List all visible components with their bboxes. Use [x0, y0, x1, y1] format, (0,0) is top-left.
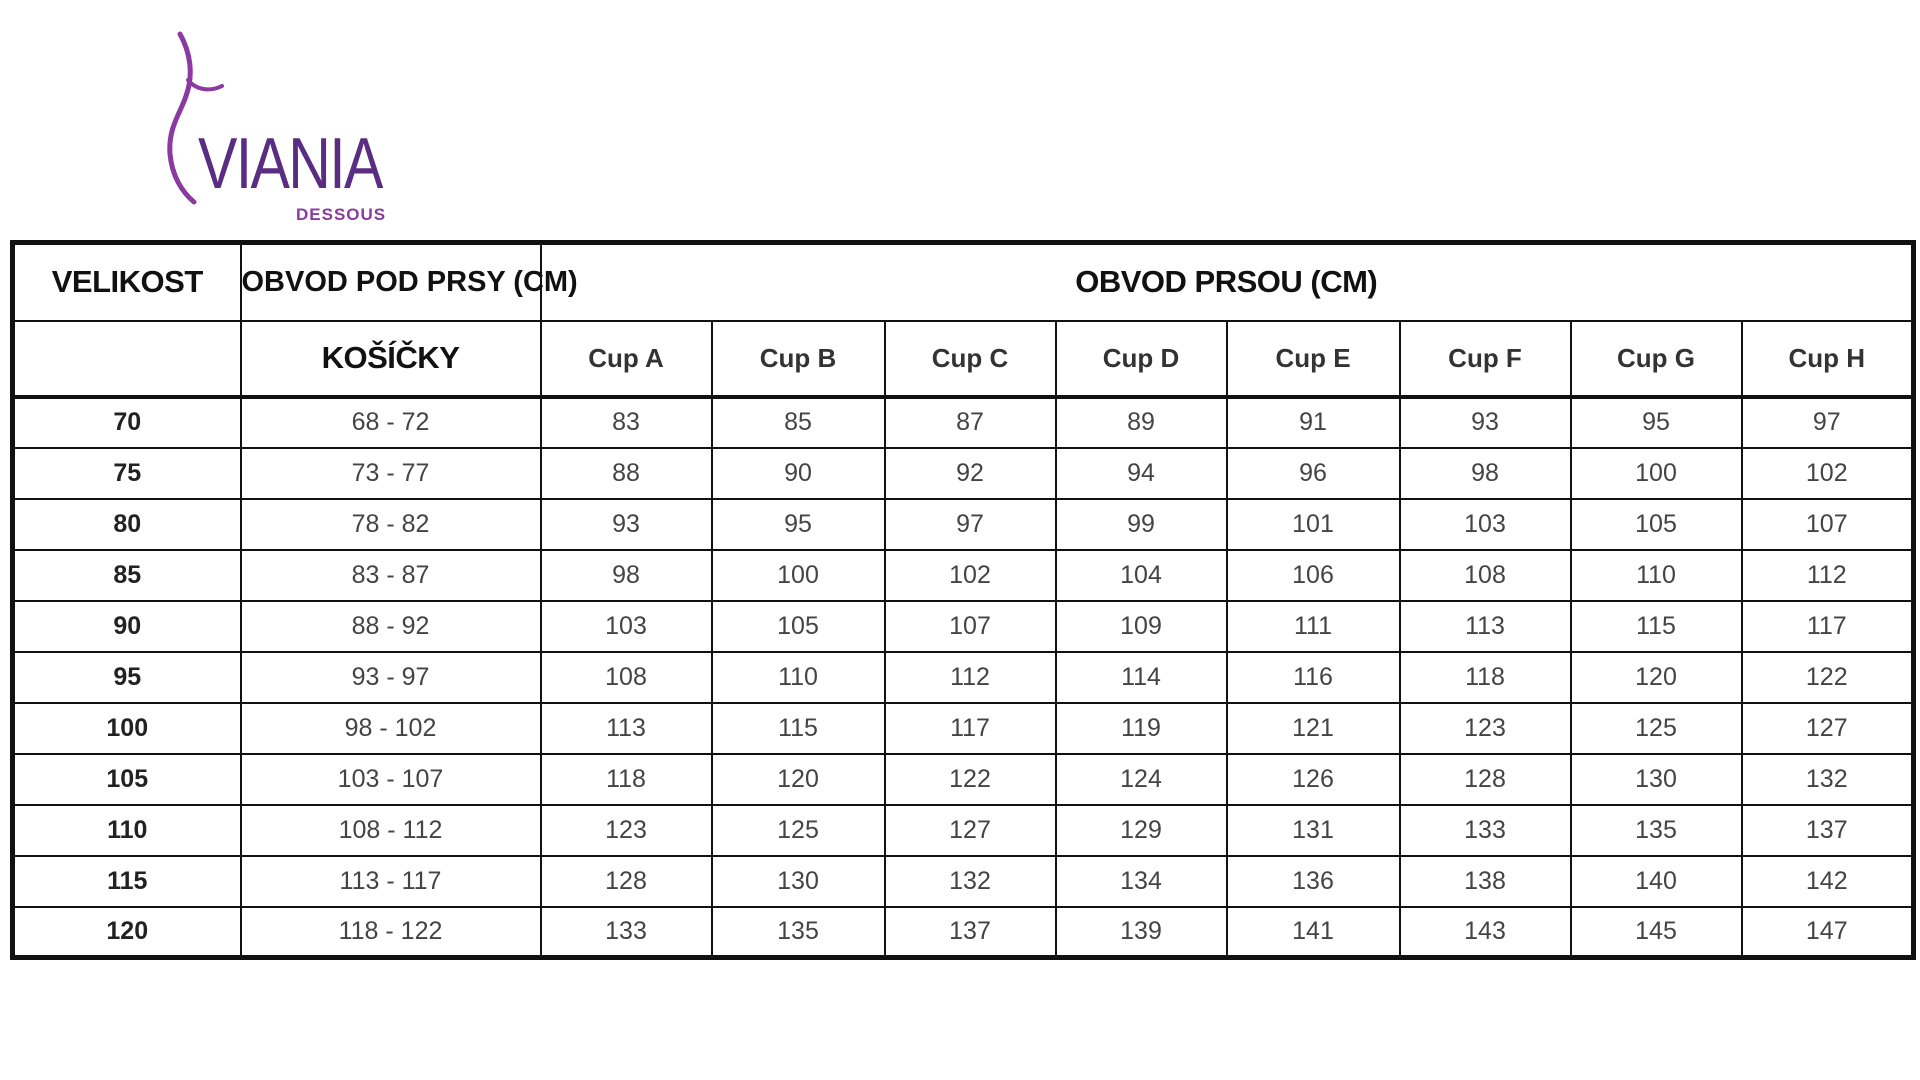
bust-value-cell: 93 [541, 499, 712, 550]
bust-value-cell: 98 [541, 550, 712, 601]
bust-value-cell: 108 [541, 652, 712, 703]
size-chart-table [10, 240, 1916, 960]
bust-value-cell: 106 [1227, 550, 1400, 601]
bust-value-cell: 134 [1056, 856, 1227, 907]
cup-header: Cup E [1227, 321, 1400, 397]
bust-value-cell: 126 [1227, 754, 1400, 805]
bust-value-cell: 115 [1571, 601, 1742, 652]
bust-value-cell: 109 [1056, 601, 1227, 652]
size-cell: 100 [13, 703, 241, 754]
bust-value-cell: 99 [1056, 499, 1227, 550]
bust-value-cell: 87 [885, 397, 1056, 448]
underbust-cell: 118 - 122 [241, 907, 541, 958]
cup-header: Cup A [541, 321, 712, 397]
bust-value-cell: 145 [1571, 907, 1742, 958]
table-cups-row [13, 321, 1914, 397]
bust-value-cell: 112 [1742, 550, 1914, 601]
table-row [13, 703, 1914, 754]
bust-value-cell: 102 [1742, 448, 1914, 499]
bust-value-cell: 91 [1227, 397, 1400, 448]
bust-value-cell: 102 [885, 550, 1056, 601]
underbust-cell: 88 - 92 [241, 601, 541, 652]
bust-value-cell: 135 [712, 907, 885, 958]
bust-value-cell: 101 [1227, 499, 1400, 550]
size-cell: 95 [13, 652, 241, 703]
bust-value-cell: 107 [1742, 499, 1914, 550]
bust-value-cell: 90 [712, 448, 885, 499]
header-empty-cell [13, 321, 241, 397]
underbust-cell: 103 - 107 [241, 754, 541, 805]
brand-subtitle: DESSOUS [296, 205, 387, 224]
brand-name: VIANIA [198, 124, 382, 204]
bust-value-cell: 143 [1400, 907, 1571, 958]
bust-value-cell: 96 [1227, 448, 1400, 499]
size-cell: 110 [13, 805, 241, 856]
bust-value-cell: 135 [1571, 805, 1742, 856]
bust-value-cell: 104 [1056, 550, 1227, 601]
cup-header: Cup B [712, 321, 885, 397]
table-header-row [13, 243, 1914, 321]
bust-value-cell: 128 [541, 856, 712, 907]
table-row [13, 550, 1914, 601]
underbust-cell: 98 - 102 [241, 703, 541, 754]
bust-value-cell: 95 [1571, 397, 1742, 448]
underbust-cell: 108 - 112 [241, 805, 541, 856]
table-row [13, 856, 1914, 907]
bust-value-cell: 110 [712, 652, 885, 703]
table-row [13, 601, 1914, 652]
size-cell: 85 [13, 550, 241, 601]
cup-header: Cup G [1571, 321, 1742, 397]
underbust-cell: 68 - 72 [241, 397, 541, 448]
bust-value-cell: 137 [1742, 805, 1914, 856]
table-row [13, 652, 1914, 703]
underbust-cell: 73 - 77 [241, 448, 541, 499]
bust-value-cell: 113 [1400, 601, 1571, 652]
bust-value-cell: 103 [1400, 499, 1571, 550]
bust-value-cell: 132 [1742, 754, 1914, 805]
cup-header: Cup D [1056, 321, 1227, 397]
bust-value-cell: 100 [1571, 448, 1742, 499]
underbust-cell: 78 - 82 [241, 499, 541, 550]
bust-value-cell: 85 [712, 397, 885, 448]
bust-value-cell: 112 [885, 652, 1056, 703]
bust-value-cell: 125 [712, 805, 885, 856]
bust-value-cell: 137 [885, 907, 1056, 958]
bust-value-cell: 88 [541, 448, 712, 499]
bust-value-cell: 142 [1742, 856, 1914, 907]
bust-value-cell: 125 [1571, 703, 1742, 754]
bust-value-cell: 83 [541, 397, 712, 448]
bust-value-cell: 111 [1227, 601, 1400, 652]
bust-value-cell: 147 [1742, 907, 1914, 958]
bust-value-cell: 121 [1227, 703, 1400, 754]
bust-value-cell: 127 [1742, 703, 1914, 754]
size-cell: 70 [13, 397, 241, 448]
bust-value-cell: 123 [1400, 703, 1571, 754]
cup-header: Cup F [1400, 321, 1571, 397]
bust-value-cell: 118 [541, 754, 712, 805]
bust-value-cell: 105 [712, 601, 885, 652]
bust-value-cell: 139 [1056, 907, 1227, 958]
bust-value-cell: 103 [541, 601, 712, 652]
header-bust: OBVOD PRSOU (CM) [541, 243, 1914, 321]
table-row [13, 397, 1914, 448]
bust-value-cell: 114 [1056, 652, 1227, 703]
bust-value-cell: 128 [1400, 754, 1571, 805]
header-underbust: OBVOD POD PRSY (CM) [241, 243, 541, 321]
bust-value-cell: 107 [885, 601, 1056, 652]
bust-value-cell: 122 [1742, 652, 1914, 703]
bust-value-cell: 132 [885, 856, 1056, 907]
brand-logo [160, 30, 420, 224]
bust-value-cell: 115 [712, 703, 885, 754]
header-cups: KOŠÍČKY [241, 321, 541, 397]
bust-value-cell: 130 [712, 856, 885, 907]
bust-value-cell: 94 [1056, 448, 1227, 499]
cup-header: Cup C [885, 321, 1056, 397]
bust-value-cell: 117 [1742, 601, 1914, 652]
bust-value-cell: 120 [712, 754, 885, 805]
size-cell: 115 [13, 856, 241, 907]
bust-value-cell: 118 [1400, 652, 1571, 703]
bust-value-cell: 129 [1056, 805, 1227, 856]
bust-value-cell: 120 [1571, 652, 1742, 703]
size-cell: 120 [13, 907, 241, 958]
bust-value-cell: 130 [1571, 754, 1742, 805]
bust-value-cell: 119 [1056, 703, 1227, 754]
bust-value-cell: 95 [712, 499, 885, 550]
bust-value-cell: 105 [1571, 499, 1742, 550]
header-size: VELIKOST [13, 243, 241, 321]
table-row [13, 499, 1914, 550]
size-cell: 80 [13, 499, 241, 550]
cup-header: Cup H [1742, 321, 1914, 397]
bust-value-cell: 97 [1742, 397, 1914, 448]
bust-value-cell: 97 [885, 499, 1056, 550]
bust-value-cell: 127 [885, 805, 1056, 856]
size-cell: 75 [13, 448, 241, 499]
underbust-cell: 93 - 97 [241, 652, 541, 703]
underbust-cell: 113 - 117 [241, 856, 541, 907]
bust-value-cell: 138 [1400, 856, 1571, 907]
bust-value-cell: 117 [885, 703, 1056, 754]
bust-value-cell: 122 [885, 754, 1056, 805]
bust-value-cell: 141 [1227, 907, 1400, 958]
bust-value-cell: 133 [1400, 805, 1571, 856]
table-row [13, 907, 1914, 958]
bust-value-cell: 92 [885, 448, 1056, 499]
bust-value-cell: 113 [541, 703, 712, 754]
table-row [13, 448, 1914, 499]
bust-value-cell: 131 [1227, 805, 1400, 856]
bust-value-cell: 89 [1056, 397, 1227, 448]
bust-value-cell: 93 [1400, 397, 1571, 448]
bust-value-cell: 100 [712, 550, 885, 601]
bust-value-cell: 123 [541, 805, 712, 856]
bust-value-cell: 136 [1227, 856, 1400, 907]
underbust-cell: 83 - 87 [241, 550, 541, 601]
bust-value-cell: 133 [541, 907, 712, 958]
table-row [13, 754, 1914, 805]
bust-value-cell: 140 [1571, 856, 1742, 907]
bust-value-cell: 116 [1227, 652, 1400, 703]
size-cell: 105 [13, 754, 241, 805]
size-cell: 90 [13, 601, 241, 652]
bust-value-cell: 110 [1571, 550, 1742, 601]
bust-value-cell: 108 [1400, 550, 1571, 601]
table-row [13, 805, 1914, 856]
bust-value-cell: 98 [1400, 448, 1571, 499]
bust-value-cell: 124 [1056, 754, 1227, 805]
